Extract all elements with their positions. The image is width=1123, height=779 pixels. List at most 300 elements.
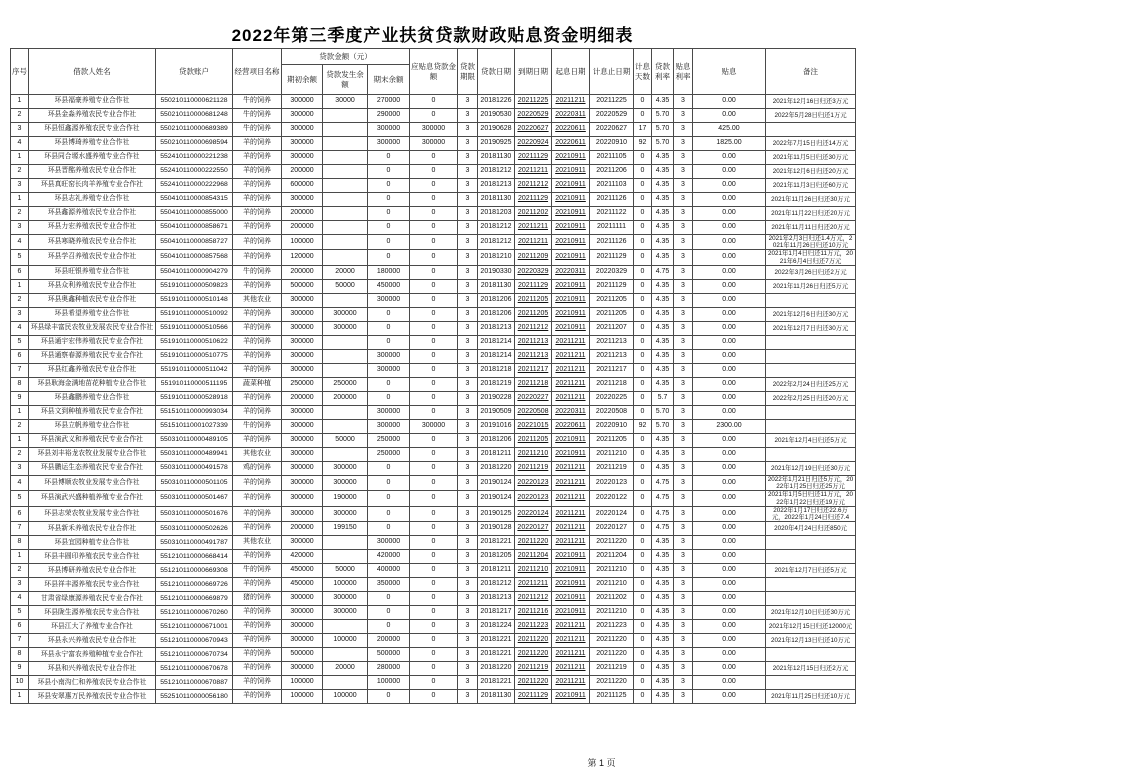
table-row	[11, 620, 856, 634]
cell-rate: 4.35	[652, 293, 674, 307]
cell-close: 0	[368, 165, 410, 179]
cell-stop-date: 20220329	[590, 265, 634, 279]
cell-account: 550210110000681248	[156, 109, 233, 123]
cell-seq: 5	[11, 250, 29, 265]
cell-term: 3	[458, 433, 478, 447]
cell-project: 其他农业	[233, 447, 282, 461]
cell-occur	[323, 419, 368, 433]
cell-rate: 4.35	[652, 151, 674, 165]
cell-subsidy: 0.00	[693, 491, 766, 506]
cell-due-date: 20211205	[515, 307, 552, 321]
cell-note: 2021年12月4日归还5万元	[766, 433, 856, 447]
cell-close: 450000	[368, 279, 410, 293]
cell-project: 牛的饲养	[233, 109, 282, 123]
cell-stop-date: 20211210	[590, 447, 634, 461]
cell-rate: 5.70	[652, 405, 674, 419]
cell-open: 300000	[282, 592, 323, 606]
cell-value-date: 20210911	[552, 293, 590, 307]
cell-value-date: 20211211	[552, 634, 590, 648]
cell-loan-date: 20181212	[478, 165, 515, 179]
cell-seq: 2	[11, 207, 29, 221]
cell-loan-date: 20181213	[478, 321, 515, 335]
cell-loan-date: 20181206	[478, 433, 515, 447]
cell-note: 2021年11月22日归还20万元	[766, 207, 856, 221]
cell-value-date: 20211211	[552, 676, 590, 690]
cell-note	[766, 676, 856, 690]
cell-loan-date: 20181130	[478, 690, 515, 704]
cell-seq: 3	[11, 221, 29, 235]
cell-occur: 199150	[323, 522, 368, 536]
cell-name: 环县耿海金满地苗花种植专业合作社	[29, 377, 156, 391]
cell-account: 550210110000621128	[156, 95, 233, 109]
cell-occur: 100000	[323, 578, 368, 592]
cell-due-date: 20211219	[515, 461, 552, 475]
cell-term: 3	[458, 592, 478, 606]
cell-rate: 4.35	[652, 307, 674, 321]
cell-days: 0	[634, 363, 652, 377]
table-row	[11, 137, 856, 151]
cell-rate: 4.35	[652, 363, 674, 377]
cell-project: 羊的饲养	[233, 335, 282, 349]
cell-value-date: 20211211	[552, 620, 590, 634]
cell-term: 3	[458, 690, 478, 704]
cell-note: 2021年12月6日归还30万元	[766, 307, 856, 321]
cell-loan-date: 20181220	[478, 662, 515, 676]
cell-loan-date: 20190128	[478, 522, 515, 536]
cell-subsidy: 0.00	[693, 250, 766, 265]
cell-value-date: 20210911	[552, 606, 590, 620]
cell-subsidy-base: 0	[410, 321, 458, 335]
cell-due-date: 20211202	[515, 207, 552, 221]
table-row	[11, 109, 856, 123]
cell-project: 其他农业	[233, 536, 282, 550]
cell-subsidy: 0.00	[693, 506, 766, 521]
cell-value-date: 20211211	[552, 377, 590, 391]
col-header-subsidy-rate: 贴息利率	[674, 49, 693, 95]
cell-loan-date: 20181210	[478, 250, 515, 265]
cell-note	[766, 293, 856, 307]
cell-subsidy-rate: 3	[674, 620, 693, 634]
cell-subsidy-base: 0	[410, 578, 458, 592]
cell-name: 环县永宁富农养殖种植专业合作社	[29, 648, 156, 662]
cell-note: 2021年1月5日归还11万元，2022年1月22日归还19万元	[766, 491, 856, 506]
cell-subsidy-rate: 3	[674, 109, 693, 123]
cell-name: 环县志礼养殖专业合作社	[29, 193, 156, 207]
cell-value-date: 20211211	[552, 391, 590, 405]
cell-seq: 6	[11, 265, 29, 279]
cell-name: 环县同合塬水盛养殖专业合作社	[29, 151, 156, 165]
cell-days: 0	[634, 335, 652, 349]
cell-open: 300000	[282, 491, 323, 506]
cell-term: 3	[458, 279, 478, 293]
cell-rate: 4.35	[652, 250, 674, 265]
table-row	[11, 335, 856, 349]
cell-subsidy-base: 0	[410, 606, 458, 620]
cell-close: 0	[368, 307, 410, 321]
cell-subsidy: 0.00	[693, 221, 766, 235]
cell-rate: 4.35	[652, 536, 674, 550]
cell-project: 牛的饲养	[233, 95, 282, 109]
cell-project: 羊的饲养	[233, 193, 282, 207]
cell-days: 0	[634, 491, 652, 506]
table-row	[11, 405, 856, 419]
cell-days: 0	[634, 235, 652, 250]
cell-account: 551210110000670943	[156, 634, 233, 648]
cell-open: 300000	[282, 634, 323, 648]
cell-close: 300000	[368, 137, 410, 151]
cell-open: 450000	[282, 564, 323, 578]
cell-account: 552410110000222968	[156, 179, 233, 193]
cell-subsidy: 0.00	[693, 461, 766, 475]
cell-subsidy: 0.00	[693, 648, 766, 662]
cell-value-date: 20211211	[552, 363, 590, 377]
cell-open: 200000	[282, 265, 323, 279]
cell-subsidy: 0.00	[693, 676, 766, 690]
cell-value-date: 20211211	[552, 648, 590, 662]
cell-note: 2021年12月15日归还12000元	[766, 620, 856, 634]
cell-subsidy: 0.00	[693, 151, 766, 165]
cell-open: 500000	[282, 648, 323, 662]
cell-close: 0	[368, 193, 410, 207]
cell-account: 552410110000221238	[156, 151, 233, 165]
cell-subsidy: 0.00	[693, 307, 766, 321]
cell-value-date: 20210911	[552, 578, 590, 592]
cell-seq: 1	[11, 151, 29, 165]
cell-days: 0	[634, 179, 652, 193]
cell-account: 550310110000489941	[156, 447, 233, 461]
cell-days: 0	[634, 648, 652, 662]
cell-subsidy-rate: 3	[674, 419, 693, 433]
cell-days: 0	[634, 279, 652, 293]
cell-subsidy-rate: 3	[674, 536, 693, 550]
cell-project: 羊的饲养	[233, 662, 282, 676]
cell-subsidy-rate: 3	[674, 221, 693, 235]
cell-account: 550210110000689389	[156, 123, 233, 137]
cell-name: 环县晋酩养殖农民专业合作社	[29, 165, 156, 179]
cell-due-date: 20211220	[515, 536, 552, 550]
cell-days: 0	[634, 578, 652, 592]
cell-subsidy-base: 0	[410, 279, 458, 293]
cell-rate: 4.35	[652, 634, 674, 648]
cell-open: 300000	[282, 461, 323, 475]
cell-seq: 4	[11, 235, 29, 250]
cell-rate: 4.35	[652, 578, 674, 592]
cell-term: 3	[458, 265, 478, 279]
cell-subsidy: 0.00	[693, 321, 766, 335]
cell-occur	[323, 335, 368, 349]
cell-value-date: 20220611	[552, 123, 590, 137]
cell-value-date: 20211211	[552, 335, 590, 349]
table-row	[11, 550, 856, 564]
table-row	[11, 265, 856, 279]
cell-subsidy-base: 0	[410, 536, 458, 550]
cell-seq: 1	[11, 433, 29, 447]
cell-stop-date: 20211111	[590, 221, 634, 235]
cell-subsidy-base: 0	[410, 648, 458, 662]
cell-occur: 250000	[323, 377, 368, 391]
cell-account: 551210110000668414	[156, 550, 233, 564]
cell-account: 550410110000857568	[156, 250, 233, 265]
cell-occur: 300000	[323, 321, 368, 335]
cell-open: 500000	[282, 279, 323, 293]
cell-subsidy-rate: 3	[674, 265, 693, 279]
cell-due-date: 20211217	[515, 363, 552, 377]
cell-account: 551910110000511042	[156, 363, 233, 377]
cell-rate: 5.7	[652, 391, 674, 405]
cell-value-date: 20210911	[552, 564, 590, 578]
cell-note	[766, 335, 856, 349]
cell-term: 3	[458, 151, 478, 165]
cell-subsidy-base: 0	[410, 405, 458, 419]
cell-open: 300000	[282, 123, 323, 137]
cell-stop-date: 20220122	[590, 491, 634, 506]
cell-note	[766, 123, 856, 137]
col-header-loan-account: 贷款账户	[156, 49, 233, 95]
cell-value-date: 20210911	[552, 550, 590, 564]
cell-occur	[323, 676, 368, 690]
cell-project: 羊的饲养	[233, 349, 282, 363]
cell-note: 2021年12月6日归还20万元	[766, 165, 856, 179]
cell-project: 牛的饲养	[233, 123, 282, 137]
cell-rate: 4.35	[652, 550, 674, 564]
cell-days: 0	[634, 95, 652, 109]
cell-stop-date: 20211202	[590, 592, 634, 606]
cell-subsidy: 0.00	[693, 349, 766, 363]
cell-value-date: 20210911	[552, 307, 590, 321]
cell-stop-date: 20220225	[590, 391, 634, 405]
cell-close: 300000	[368, 405, 410, 419]
cell-close: 0	[368, 491, 410, 506]
cell-seq: 7	[11, 522, 29, 536]
cell-account: 551210110000670887	[156, 676, 233, 690]
cell-note: 2020年4月24日归还850元	[766, 522, 856, 536]
cell-due-date: 20211225	[515, 95, 552, 109]
cell-name: 环县通宇宏伟养殖农民专业合作社	[29, 335, 156, 349]
cell-open: 120000	[282, 250, 323, 265]
cell-note: 2021年11月26日归还5万元	[766, 279, 856, 293]
cell-subsidy-base: 0	[410, 349, 458, 363]
cell-occur: 50000	[323, 564, 368, 578]
cell-term: 3	[458, 179, 478, 193]
cell-subsidy-rate: 3	[674, 648, 693, 662]
cell-close: 280000	[368, 662, 410, 676]
cell-rate: 4.75	[652, 491, 674, 506]
cell-occur: 30000	[323, 95, 368, 109]
table-row	[11, 690, 856, 704]
cell-subsidy-rate: 3	[674, 321, 693, 335]
cell-rate: 4.75	[652, 522, 674, 536]
cell-rate: 4.35	[652, 564, 674, 578]
cell-name: 环县绿丰富民农牧业发展农民专业合作社	[29, 321, 156, 335]
cell-occur	[323, 349, 368, 363]
cell-open: 200000	[282, 207, 323, 221]
cell-term: 3	[458, 461, 478, 475]
cell-subsidy-base: 300000	[410, 137, 458, 151]
cell-account: 550410110000855000	[156, 207, 233, 221]
table-row	[11, 419, 856, 433]
page-title: 2022年第三季度产业扶贫贷款财政贴息资金明细表	[231, 26, 634, 45]
cell-stop-date: 20220123	[590, 475, 634, 490]
cell-loan-date: 20181221	[478, 648, 515, 662]
cell-days: 0	[634, 522, 652, 536]
cell-subsidy: 2300.00	[693, 419, 766, 433]
cell-term: 3	[458, 123, 478, 137]
cell-subsidy-rate: 3	[674, 250, 693, 265]
cell-due-date: 20211209	[515, 250, 552, 265]
cell-subsidy: 0.00	[693, 475, 766, 490]
cell-stop-date: 20211122	[590, 207, 634, 221]
cell-days: 0	[634, 592, 652, 606]
col-header-occurred-balance: 贷款发生余额	[323, 65, 368, 95]
cell-subsidy-base: 0	[410, 179, 458, 193]
cell-rate: 4.35	[652, 676, 674, 690]
cell-account: 552510110000056180	[156, 690, 233, 704]
cell-seq: 7	[11, 634, 29, 648]
cell-name: 环县立帆养殖专业合作社	[29, 419, 156, 433]
cell-due-date: 20211210	[515, 447, 552, 461]
cell-subsidy: 0.00	[693, 377, 766, 391]
col-header-loan-amount-group: 贷款金额（元）	[282, 49, 410, 65]
cell-note: 2021年12月10日归还30万元	[766, 606, 856, 620]
cell-subsidy: 0.00	[693, 165, 766, 179]
cell-term: 3	[458, 676, 478, 690]
cell-subsidy: 0.00	[693, 433, 766, 447]
cell-occur	[323, 293, 368, 307]
cell-project: 羊的饲养	[233, 137, 282, 151]
cell-close: 300000	[368, 293, 410, 307]
table-row	[11, 634, 856, 648]
cell-note	[766, 536, 856, 550]
cell-occur	[323, 648, 368, 662]
cell-project: 牛的饲养	[233, 265, 282, 279]
cell-seq: 2	[11, 293, 29, 307]
cell-open: 300000	[282, 662, 323, 676]
cell-due-date: 20211205	[515, 293, 552, 307]
cell-close: 100000	[368, 676, 410, 690]
cell-loan-date: 20181130	[478, 193, 515, 207]
cell-due-date: 20220529	[515, 109, 552, 123]
cell-stop-date: 20211210	[590, 564, 634, 578]
cell-project: 羊的饲养	[233, 179, 282, 193]
cell-subsidy-base: 0	[410, 592, 458, 606]
cell-name: 环县博研养殖农民专业合作社	[29, 564, 156, 578]
cell-seq: 5	[11, 606, 29, 620]
cell-account: 551910110000511195	[156, 377, 233, 391]
cell-close: 300000	[368, 363, 410, 377]
cell-project: 牛的饲养	[233, 419, 282, 433]
cell-term: 3	[458, 447, 478, 461]
cell-seq: 8	[11, 536, 29, 550]
cell-days: 0	[634, 564, 652, 578]
cell-occur	[323, 221, 368, 235]
cell-loan-date: 20181205	[478, 550, 515, 564]
cell-value-date: 20210911	[552, 690, 590, 704]
cell-term: 3	[458, 137, 478, 151]
cell-name: 环县刘丰裕龙农牧业发展专业合作社	[29, 447, 156, 461]
cell-days: 0	[634, 165, 652, 179]
cell-open: 300000	[282, 335, 323, 349]
cell-term: 3	[458, 634, 478, 648]
cell-value-date: 20210911	[552, 221, 590, 235]
cell-days: 0	[634, 193, 652, 207]
cell-seq: 7	[11, 363, 29, 377]
cell-rate: 4.35	[652, 193, 674, 207]
cell-due-date: 20211211	[515, 165, 552, 179]
cell-seq: 3	[11, 578, 29, 592]
col-header-term: 贷款期限	[458, 49, 478, 95]
cell-account: 551510110001027339	[156, 419, 233, 433]
cell-loan-date: 20190925	[478, 137, 515, 151]
cell-name: 环县博顺农牧业发展专业合作社	[29, 475, 156, 490]
cell-occur: 300000	[323, 592, 368, 606]
cell-due-date: 20211212	[515, 179, 552, 193]
cell-subsidy: 0.00	[693, 335, 766, 349]
cell-loan-date: 20181221	[478, 676, 515, 690]
cell-subsidy-rate: 3	[674, 335, 693, 349]
cell-open: 300000	[282, 620, 323, 634]
cell-close: 0	[368, 221, 410, 235]
cell-rate: 4.35	[652, 349, 674, 363]
cell-open: 300000	[282, 447, 323, 461]
table-row	[11, 363, 856, 377]
cell-due-date: 20211129	[515, 690, 552, 704]
table-row	[11, 179, 856, 193]
cell-name: 环县安翠惠万民养殖农民专业合作社	[29, 690, 156, 704]
table-row	[11, 193, 856, 207]
table-row	[11, 578, 856, 592]
cell-term: 3	[458, 391, 478, 405]
cell-seq: 4	[11, 475, 29, 490]
cell-account: 550210110000698594	[156, 137, 233, 151]
cell-note: 2022年3月26日归还2万元	[766, 265, 856, 279]
cell-name: 环县文到种植养殖农民专业合作社	[29, 405, 156, 419]
cell-subsidy-base: 0	[410, 109, 458, 123]
cell-days: 0	[634, 265, 652, 279]
cell-open: 200000	[282, 391, 323, 405]
cell-subsidy-rate: 3	[674, 662, 693, 676]
cell-note: 2021年12月16日归还3万元	[766, 95, 856, 109]
cell-value-date: 20220611	[552, 419, 590, 433]
table-row	[11, 475, 856, 490]
cell-rate: 4.35	[652, 592, 674, 606]
cell-close: 250000	[368, 447, 410, 461]
table-row	[11, 606, 856, 620]
cell-account: 551210110000669879	[156, 592, 233, 606]
cell-subsidy-rate: 3	[674, 207, 693, 221]
cell-account: 550310110000489105	[156, 433, 233, 447]
cell-close: 0	[368, 321, 410, 335]
cell-close: 0	[368, 250, 410, 265]
cell-open: 200000	[282, 165, 323, 179]
cell-seq: 4	[11, 592, 29, 606]
cell-open: 100000	[282, 676, 323, 690]
cell-account: 551910110000510622	[156, 335, 233, 349]
cell-subsidy-base: 0	[410, 550, 458, 564]
cell-name: 环县鑫鹏养殖专业合作社	[29, 391, 156, 405]
cell-note	[766, 419, 856, 433]
cell-subsidy-rate: 3	[674, 676, 693, 690]
cell-rate: 4.35	[652, 335, 674, 349]
cell-subsidy-base: 0	[410, 335, 458, 349]
cell-loan-date: 20181214	[478, 335, 515, 349]
table-row	[11, 433, 856, 447]
cell-days: 0	[634, 475, 652, 490]
cell-subsidy: 0.00	[693, 592, 766, 606]
cell-name: 环县旺银养殖专业合作社	[29, 265, 156, 279]
cell-subsidy-rate: 3	[674, 506, 693, 521]
cell-rate: 4.35	[652, 648, 674, 662]
cell-subsidy-base: 0	[410, 250, 458, 265]
